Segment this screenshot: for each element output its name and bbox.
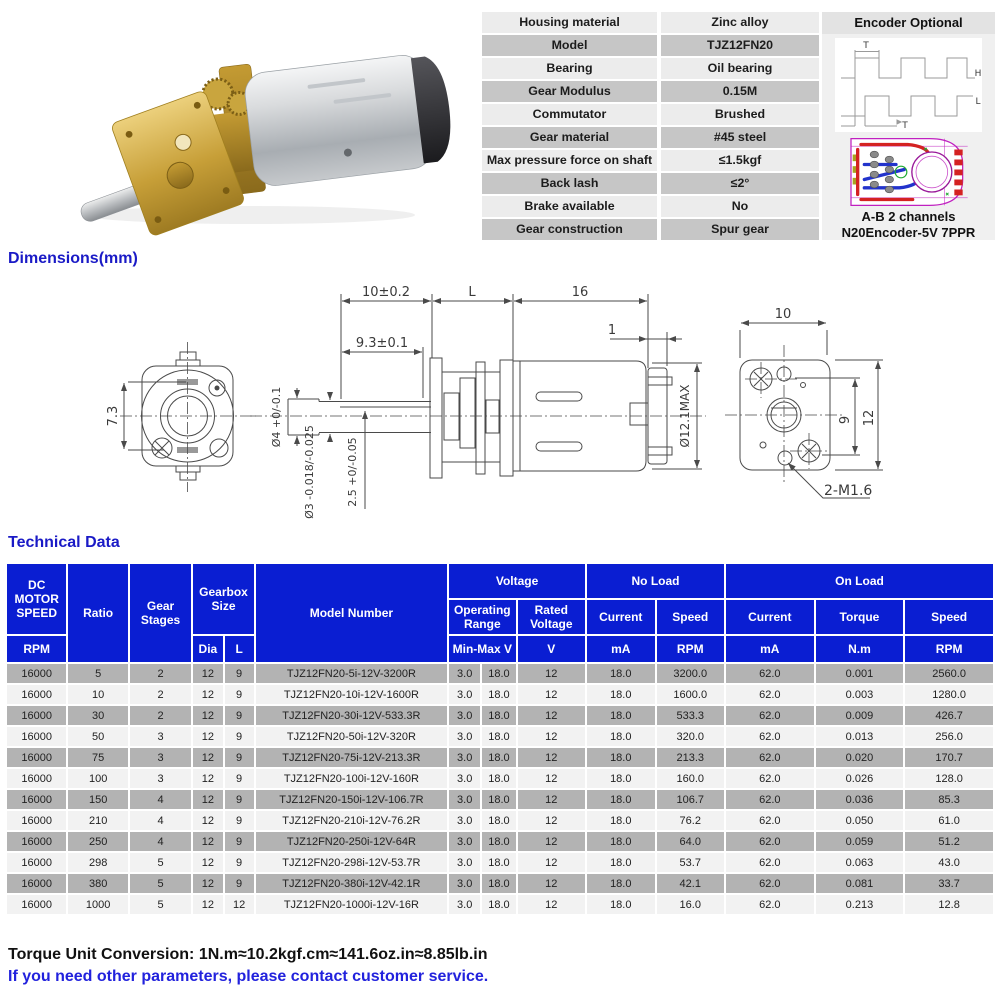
spec-value: TJZ12FN20: [661, 35, 819, 56]
encoder-caption-channels: A-B 2 channels: [861, 209, 956, 224]
table-cell: 12: [517, 705, 586, 726]
table-cell: 1600.0: [656, 684, 725, 705]
table-cell: 170.7: [904, 747, 994, 768]
spec-row: [482, 196, 819, 217]
table-cell: 9: [224, 684, 255, 705]
spec-value: Spur gear: [661, 219, 819, 240]
dim-shaft-flat: 9.3±0.1: [355, 336, 409, 351]
table-cell: 62.0: [725, 873, 815, 894]
col-header-rated-voltage: Rated Voltage: [517, 599, 586, 635]
table-cell: 85.3: [904, 789, 994, 810]
table-cell: 18.0: [481, 852, 516, 873]
spec-row: [482, 58, 819, 79]
dim-front-pitch: 7.3: [106, 405, 121, 427]
front-view: [106, 342, 256, 492]
spec-label: Brake available: [482, 196, 657, 217]
table-cell: 51.2: [904, 831, 994, 852]
table-cell: 12: [517, 852, 586, 873]
table-cell: 50: [67, 726, 128, 747]
table-cell: 18.0: [586, 663, 655, 684]
dim-rear-thread: 2-M1.6: [824, 483, 873, 499]
dim-cap-len: 1: [607, 323, 617, 338]
table-cell: 18.0: [481, 810, 516, 831]
col-header-onload-speed: Speed: [904, 599, 994, 635]
spec-label: Max pressure force on shaft: [482, 150, 657, 171]
table-row: [6, 873, 994, 894]
table-cell: 320.0: [656, 726, 725, 747]
spec-label: Bearing: [482, 58, 657, 79]
table-cell: 3.0: [448, 663, 481, 684]
unit-noload-rpm: RPM: [656, 635, 725, 663]
col-header-noload-current: Current: [586, 599, 655, 635]
table-cell: 9: [224, 747, 255, 768]
table-cell: 33.7: [904, 873, 994, 894]
spec-value: Zinc alloy: [661, 12, 819, 33]
table-cell: 16000: [6, 873, 67, 894]
table-cell: TJZ12FN20-380i-12V-42.1R: [255, 873, 448, 894]
table-cell: 12: [192, 852, 223, 873]
table-cell: 18.0: [481, 663, 516, 684]
dim-shaft-d3: Ø3 -0.018/-0.025: [303, 425, 316, 519]
table-cell: 2: [129, 663, 192, 684]
table-cell: 213.3: [656, 747, 725, 768]
table-cell: 16.0: [656, 894, 725, 915]
table-cell: 10: [67, 684, 128, 705]
spec-value: No: [661, 196, 819, 217]
table-cell: TJZ12FN20-75i-12V-213.3R: [255, 747, 448, 768]
table-cell: 62.0: [725, 705, 815, 726]
table-cell: 12: [192, 789, 223, 810]
table-cell: 18.0: [586, 810, 655, 831]
table-row: [6, 726, 994, 747]
table-cell: 3.0: [448, 810, 481, 831]
table-cell: 3.0: [448, 894, 481, 915]
rear-view: [725, 307, 883, 499]
table-cell: 3.0: [448, 747, 481, 768]
table-cell: 0.013: [815, 726, 905, 747]
table-cell: 12: [517, 810, 586, 831]
table-cell: 4: [129, 831, 192, 852]
table-cell: 18.0: [586, 789, 655, 810]
table-cell: 5: [129, 852, 192, 873]
waveform-h-label: H: [974, 69, 982, 79]
table-cell: 128.0: [904, 768, 994, 789]
encoder-waveform: [835, 38, 982, 132]
table-cell: 3: [129, 768, 192, 789]
table-cell: 1280.0: [904, 684, 994, 705]
table-cell: 3.0: [448, 726, 481, 747]
table-cell: 3.0: [448, 768, 481, 789]
unit-v: V: [517, 635, 586, 663]
table-row: [6, 789, 994, 810]
spec-value: Brushed: [661, 104, 819, 125]
encoder-title: Encoder Optional: [822, 12, 995, 34]
table-cell: 533.3: [656, 705, 725, 726]
table-cell: 18.0: [586, 852, 655, 873]
table-cell: 12: [224, 894, 255, 915]
table-cell: 42.1: [656, 873, 725, 894]
table-cell: 61.0: [904, 810, 994, 831]
table-body: [6, 663, 994, 915]
table-cell: 9: [224, 852, 255, 873]
table-cell: TJZ12FN20-5i-12V-3200R: [255, 663, 448, 684]
table-row: [6, 831, 994, 852]
table-cell: 3200.0: [656, 663, 725, 684]
table-cell: 256.0: [904, 726, 994, 747]
table-cell: TJZ12FN20-50i-12V-320R: [255, 726, 448, 747]
spec-label: Gear material: [482, 127, 657, 148]
dim-rear-width: 10: [774, 307, 792, 322]
dim-shaft-d4: Ø4 +0/-0.1: [270, 386, 283, 448]
spec-label: Model: [482, 35, 657, 56]
table-cell: 298: [67, 852, 128, 873]
table-cell: 53.7: [656, 852, 725, 873]
table-cell: TJZ12FN20-250i-12V-64R: [255, 831, 448, 852]
table-cell: TJZ12FN20-150i-12V-106.7R: [255, 789, 448, 810]
spec-label: Gear construction: [482, 219, 657, 240]
table-cell: 16000: [6, 852, 67, 873]
spec-row: [482, 12, 819, 33]
pcb-illustration: [846, 136, 971, 208]
table-header: [6, 563, 994, 663]
table-row: [6, 852, 994, 873]
unit-noload-ma: mA: [586, 635, 655, 663]
table-cell: 12: [192, 873, 223, 894]
table-cell: 18.0: [481, 831, 516, 852]
col-header-dia: Dia: [192, 635, 223, 663]
table-row: [6, 810, 994, 831]
table-cell: 3.0: [448, 705, 481, 726]
table-cell: 18.0: [481, 684, 516, 705]
table-row: [6, 663, 994, 684]
table-cell: 9: [224, 789, 255, 810]
table-row: [6, 768, 994, 789]
table-cell: 64.0: [656, 831, 725, 852]
table-cell: 12: [517, 684, 586, 705]
table-cell: 0.036: [815, 789, 905, 810]
spec-value: ≤1.5kgf: [661, 150, 819, 171]
gear-motor-illustration: [15, 15, 460, 240]
spec-row: [482, 104, 819, 125]
dim-shaft-total: 10±0.2: [361, 285, 411, 300]
table-cell: 0.020: [815, 747, 905, 768]
table-cell: 5: [67, 663, 128, 684]
table-cell: 18.0: [586, 726, 655, 747]
table-cell: 18.0: [586, 873, 655, 894]
table-cell: 62.0: [725, 894, 815, 915]
table-cell: 9: [224, 663, 255, 684]
dimension-drawing-svg: [0, 268, 1000, 536]
spec-value: Oil bearing: [661, 58, 819, 79]
spec-row: [482, 35, 819, 56]
table-cell: 18.0: [586, 705, 655, 726]
table-cell: 16000: [6, 747, 67, 768]
table-cell: 18.0: [586, 768, 655, 789]
table-cell: 12: [517, 789, 586, 810]
table-cell: 210: [67, 810, 128, 831]
table-cell: 12: [517, 726, 586, 747]
table-cell: 16000: [6, 831, 67, 852]
waveform-t-top-label: T: [863, 41, 869, 51]
spec-label: Housing material: [482, 12, 657, 33]
table-cell: 12: [517, 894, 586, 915]
unit-min-max-v: Min-Max V: [448, 635, 516, 663]
dim-motor-dia: Ø12.1MAX: [678, 384, 692, 448]
table-cell: TJZ12FN20-30i-12V-533.3R: [255, 705, 448, 726]
table-cell: 16000: [6, 789, 67, 810]
product-photo: [15, 15, 460, 240]
table-cell: 43.0: [904, 852, 994, 873]
table-cell: 18.0: [481, 789, 516, 810]
table-cell: 16000: [6, 705, 67, 726]
table-cell: TJZ12FN20-210i-12V-76.2R: [255, 810, 448, 831]
spec-label: Back lash: [482, 173, 657, 194]
dim-rear-height: 12: [862, 409, 877, 427]
table-cell: 12: [517, 873, 586, 894]
table-cell: 1000: [67, 894, 128, 915]
unit-nm: N.m: [815, 635, 905, 663]
table-cell: 0.009: [815, 705, 905, 726]
table-cell: 100: [67, 768, 128, 789]
table-cell: 380: [67, 873, 128, 894]
table-row: [6, 894, 994, 915]
dim-gearbox-len: L: [468, 285, 476, 300]
dim-flat-depth: 2.5 +0/-0.05: [346, 437, 359, 507]
table-cell: 9: [224, 873, 255, 894]
table-cell: 16000: [6, 810, 67, 831]
unit-onload-ma: mA: [725, 635, 815, 663]
table-cell: 18.0: [481, 894, 516, 915]
table-cell: 9: [224, 768, 255, 789]
spec-label: Gear Modulus: [482, 81, 657, 102]
table-cell: 0.213: [815, 894, 905, 915]
col-header-dc-motor-speed: DC MOTOR SPEED: [6, 563, 67, 635]
spec-row: [482, 81, 819, 102]
col-header-operating-range: Operating Range: [448, 599, 516, 635]
table-cell: 62.0: [725, 810, 815, 831]
table-cell: 16000: [6, 894, 67, 915]
table-cell: 9: [224, 810, 255, 831]
col-header-l: L: [224, 635, 255, 663]
table-row: [6, 705, 994, 726]
table-cell: 3: [129, 726, 192, 747]
table-cell: 62.0: [725, 663, 815, 684]
table-cell: 0.059: [815, 831, 905, 852]
table-cell: 18.0: [481, 726, 516, 747]
table-row: [6, 684, 994, 705]
table-cell: 2: [129, 684, 192, 705]
table-cell: 16000: [6, 663, 67, 684]
table-cell: 16000: [6, 726, 67, 747]
table-cell: 12: [192, 747, 223, 768]
spec-row: [482, 150, 819, 171]
table-cell: 3.0: [448, 684, 481, 705]
table-cell: TJZ12FN20-298i-12V-53.7R: [255, 852, 448, 873]
table-cell: 150: [67, 789, 128, 810]
table-cell: 12: [192, 726, 223, 747]
technical-data-heading: Technical Data: [8, 534, 120, 551]
waveform-l-label: L: [975, 97, 981, 107]
col-header-noload-speed: Speed: [656, 599, 725, 635]
waveform-t-bottom-label: T: [902, 121, 908, 131]
table-cell: 250: [67, 831, 128, 852]
table-cell: 12: [192, 768, 223, 789]
table-cell: 0.026: [815, 768, 905, 789]
table-cell: 5: [129, 873, 192, 894]
dimensions-heading: Dimensions(mm): [8, 250, 138, 267]
table-cell: 18.0: [586, 747, 655, 768]
table-cell: 18.0: [481, 705, 516, 726]
table-cell: 62.0: [725, 852, 815, 873]
col-header-onload-torque: Torque: [815, 599, 905, 635]
table-cell: 5: [129, 894, 192, 915]
table-cell: 9: [224, 705, 255, 726]
table-cell: 3.0: [448, 789, 481, 810]
table-cell: 12: [192, 831, 223, 852]
table-cell: 0.050: [815, 810, 905, 831]
table-cell: 30: [67, 705, 128, 726]
encoder-caption-model: N20Encoder-5V 7PPR: [841, 225, 976, 240]
table-cell: 12: [517, 768, 586, 789]
table-cell: 3.0: [448, 852, 481, 873]
table-cell: 62.0: [725, 789, 815, 810]
table-cell: 160.0: [656, 768, 725, 789]
col-group-voltage: Voltage: [448, 563, 586, 599]
waveform-diagram: [835, 38, 982, 132]
table-cell: TJZ12FN20-1000i-12V-16R: [255, 894, 448, 915]
spec-label: Commutator: [482, 104, 657, 125]
spec-value: #45 steel: [661, 127, 819, 148]
table-cell: 18.0: [586, 684, 655, 705]
table-cell: TJZ12FN20-10i-12V-1600R: [255, 684, 448, 705]
table-cell: 18.0: [481, 873, 516, 894]
table-cell: 12: [517, 747, 586, 768]
dimension-drawings: [0, 268, 1000, 536]
col-group-no-load: No Load: [586, 563, 725, 599]
table-cell: 3.0: [448, 873, 481, 894]
table-cell: 2560.0: [904, 663, 994, 684]
contact-service-note: If you need other parameters, please contact customer service.: [8, 968, 489, 985]
spec-value: 0.15M: [661, 81, 819, 102]
table-cell: 12: [517, 831, 586, 852]
col-header-gear-stages: Gear Stages: [129, 563, 192, 663]
spec-row: [482, 127, 819, 148]
table-cell: 0.063: [815, 852, 905, 873]
table-cell: 62.0: [725, 768, 815, 789]
table-cell: 9: [224, 831, 255, 852]
encoder-pcb: [846, 136, 971, 208]
table-cell: 3.0: [448, 831, 481, 852]
table-cell: 0.003: [815, 684, 905, 705]
table-cell: 76.2: [656, 810, 725, 831]
spec-value: ≤2°: [661, 173, 819, 194]
table-cell: 0.001: [815, 663, 905, 684]
table-cell: 426.7: [904, 705, 994, 726]
table-cell: 16000: [6, 684, 67, 705]
table-cell: 9: [224, 726, 255, 747]
table-cell: 62.0: [725, 831, 815, 852]
spec-table: [482, 12, 819, 242]
unit-onload-rpm: RPM: [904, 635, 994, 663]
table-cell: 12: [192, 705, 223, 726]
table-cell: 106.7: [656, 789, 725, 810]
col-header-model-number: Model Number: [255, 563, 448, 663]
spec-row: [482, 173, 819, 194]
table-cell: 16000: [6, 768, 67, 789]
table-cell: 12: [192, 663, 223, 684]
table-cell: 62.0: [725, 684, 815, 705]
unit-rpm: RPM: [6, 635, 67, 663]
table-cell: 12: [192, 684, 223, 705]
table-cell: TJZ12FN20-100i-12V-160R: [255, 768, 448, 789]
table-cell: 12: [192, 810, 223, 831]
table-cell: 62.0: [725, 747, 815, 768]
col-header-ratio: Ratio: [67, 563, 128, 663]
table-cell: 18.0: [586, 894, 655, 915]
col-header-onload-current: Current: [725, 599, 815, 635]
table-cell: 2: [129, 705, 192, 726]
technical-data-table: [5, 562, 995, 916]
table-cell: 3: [129, 747, 192, 768]
col-header-gearbox-size: Gearbox Size: [192, 563, 254, 635]
table-cell: 12: [517, 663, 586, 684]
side-view: [250, 285, 706, 519]
dim-rear-hole-pitch: 9: [838, 415, 853, 425]
table-cell: 4: [129, 789, 192, 810]
table-cell: 0.081: [815, 873, 905, 894]
table-cell: 18.0: [586, 831, 655, 852]
torque-conversion-note: Torque Unit Conversion: 1N.m≈10.2kgf.cm≈141.6oz.in≈8.85lb.in: [8, 946, 488, 963]
table-cell: 12.8: [904, 894, 994, 915]
table-cell: 18.0: [481, 747, 516, 768]
table-cell: 4: [129, 810, 192, 831]
col-group-on-load: On Load: [725, 563, 994, 599]
spec-row: [482, 219, 819, 240]
encoder-panel: [822, 12, 995, 240]
table-row: [6, 747, 994, 768]
table-cell: 75: [67, 747, 128, 768]
table-cell: 62.0: [725, 726, 815, 747]
table-cell: 12: [192, 894, 223, 915]
table-cell: 18.0: [481, 768, 516, 789]
dim-motor-len: 16: [571, 285, 589, 300]
